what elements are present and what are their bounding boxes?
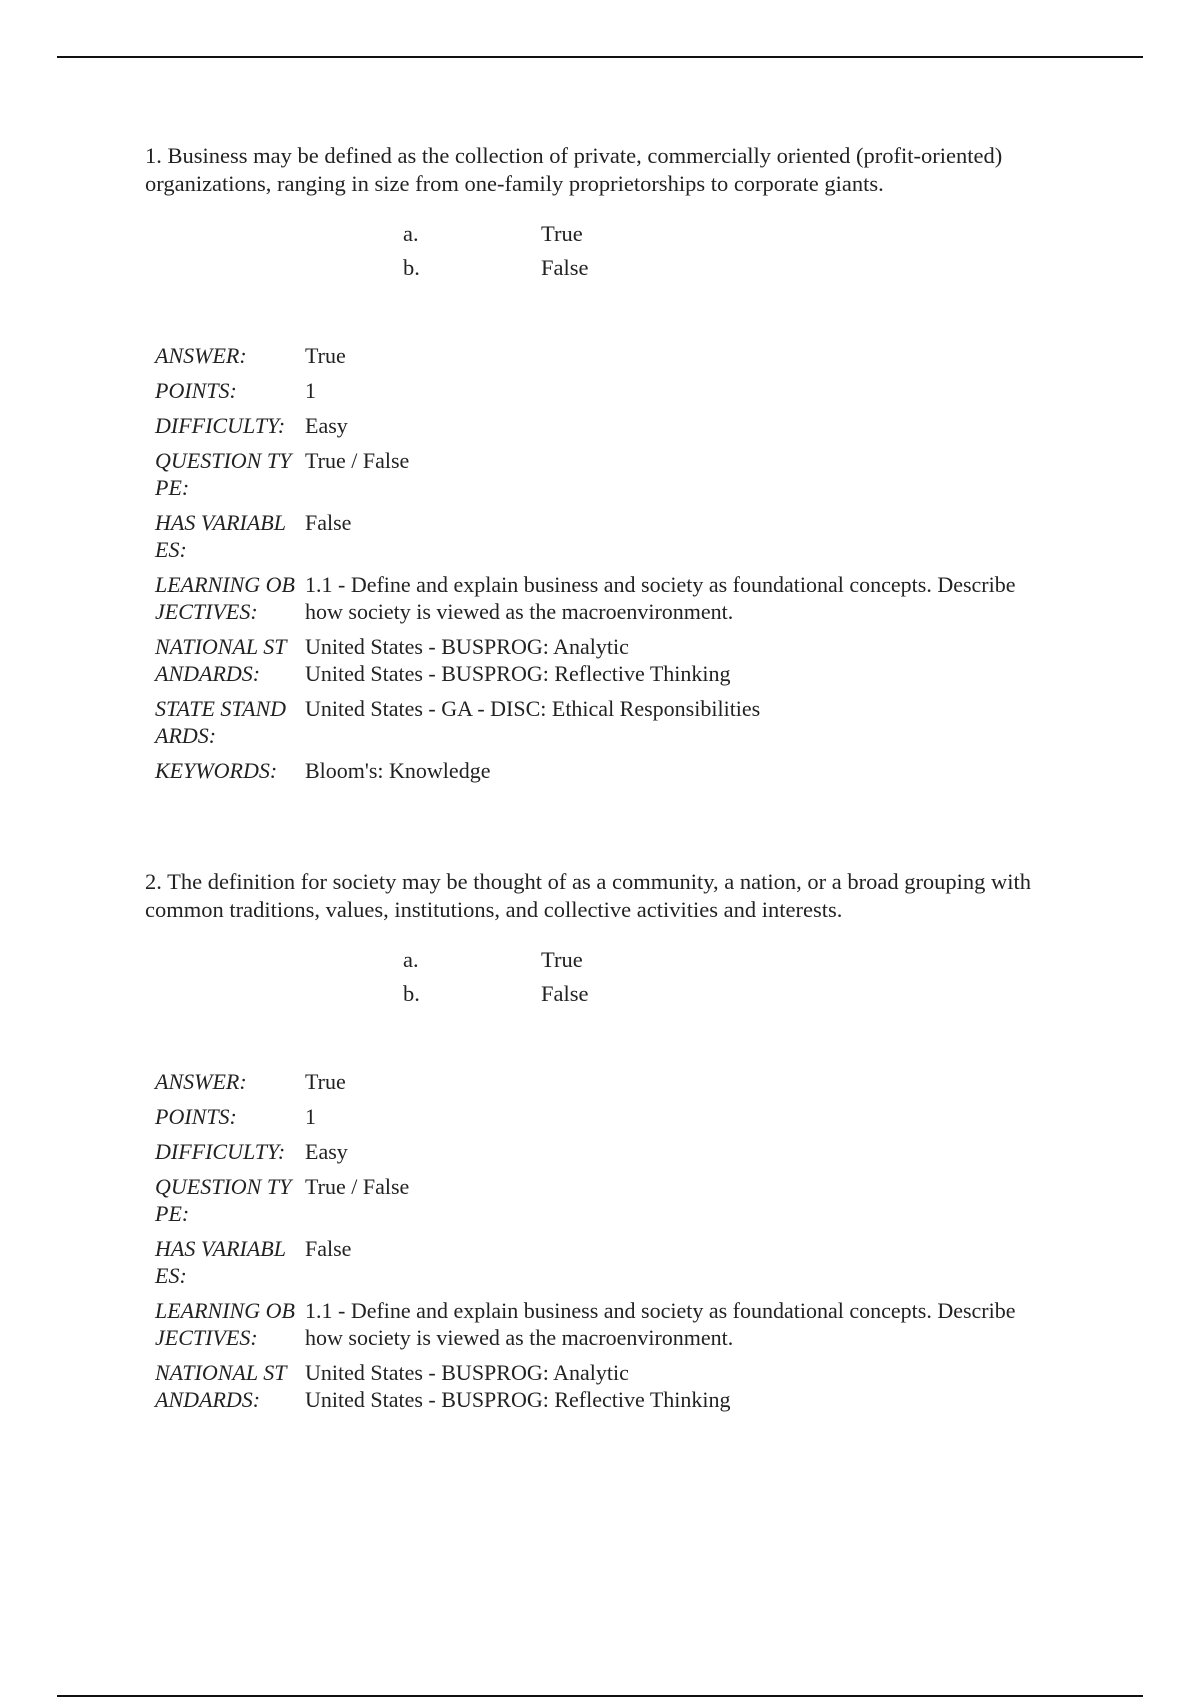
choice-label: True (541, 221, 583, 246)
meta-label: QUESTION TYPE: (155, 1174, 292, 1226)
meta-row-national-standards (155, 1359, 1055, 1413)
meta-value: Bloom's: Knowledge (305, 758, 491, 783)
choice-letter: b. (403, 255, 420, 280)
meta-value: True (305, 1069, 346, 1094)
meta-row-has-variables (155, 1235, 1055, 1289)
meta-label: HAS VARIABLES: (155, 510, 286, 562)
choice-item (403, 946, 1105, 980)
meta-label: LEARNING OBJECTIVES: (155, 1298, 295, 1350)
meta-row-question-type (155, 447, 1055, 501)
choice-list (403, 220, 1105, 288)
meta-row-difficulty (155, 1138, 1055, 1165)
choice-letter: a. (403, 947, 419, 972)
meta-value: Easy (305, 1139, 348, 1164)
meta-row-keywords (155, 757, 1055, 784)
meta-label: ANSWER: (155, 1069, 247, 1094)
meta-row-answer (155, 342, 1055, 369)
meta-label: POINTS: (155, 378, 237, 403)
meta-label: HAS VARIABLES: (155, 1236, 286, 1288)
question-1-metadata (155, 342, 1055, 792)
question-text: 1. Business may be defined as the collection of private, commercially oriented (profit-oriented) organizations, ranging in size from one-family proprietorships to corporate giants. (145, 143, 1003, 196)
meta-value: 1 (305, 1104, 316, 1129)
meta-value: United States - BUSPROG: Reflective Thinking (305, 661, 731, 686)
meta-label: NATIONAL STANDARDS: (155, 634, 287, 686)
meta-label: POINTS: (155, 1104, 237, 1129)
choice-label: False (541, 981, 589, 1006)
meta-label: LEARNING OBJECTIVES: (155, 572, 295, 624)
question-text: 2. The definition for society may be thought of as a community, a nation, or a broad grouping with common traditions, values, institutions, and collective activities and interests. (145, 869, 1032, 922)
meta-row-question-type (155, 1173, 1055, 1227)
meta-row-state-standards (155, 695, 1055, 749)
choice-letter: b. (403, 981, 420, 1006)
meta-value: 1.1 - Define and explain business and society as foundational concepts. Describe how society is viewed as the macroenvironment. (305, 1298, 1016, 1350)
footer-rule (57, 1695, 1143, 1697)
choice-label: True (541, 947, 583, 972)
meta-value: False (305, 1236, 352, 1261)
choice-label: False (541, 255, 589, 280)
question-2 (145, 868, 1105, 1014)
meta-label: QUESTION TYPE: (155, 448, 292, 500)
meta-label: KEYWORDS: (155, 758, 278, 783)
meta-row-points (155, 1103, 1055, 1130)
question-1 (145, 142, 1105, 288)
meta-value: United States - GA - DISC: Ethical Responsibilities (305, 696, 761, 721)
meta-value: United States - BUSPROG: Analytic (305, 1360, 629, 1385)
choice-list (403, 946, 1105, 1014)
meta-value: False (305, 510, 352, 535)
meta-value: United States - BUSPROG: Reflective Thinking (305, 1387, 731, 1412)
meta-value: 1 (305, 378, 316, 403)
meta-value: True / False (305, 1174, 410, 1199)
choice-item (403, 980, 1105, 1014)
meta-label: NATIONAL STANDARDS: (155, 1360, 287, 1412)
meta-value: True / False (305, 448, 410, 473)
header-rule (57, 56, 1143, 58)
meta-row-answer (155, 1068, 1055, 1095)
choice-letter: a. (403, 221, 419, 246)
question-2-metadata (155, 1068, 1055, 1421)
meta-label: DIFFICULTY: (155, 1139, 286, 1164)
meta-value: 1.1 - Define and explain business and society as foundational concepts. Describe how society is viewed as the macroenvironment. (305, 572, 1016, 624)
meta-value: Easy (305, 413, 348, 438)
meta-row-learning-objectives (155, 571, 1055, 625)
meta-row-learning-objectives (155, 1297, 1055, 1351)
meta-row-has-variables (155, 509, 1055, 563)
choice-item (403, 254, 1105, 288)
meta-value: United States - BUSPROG: Analytic (305, 634, 629, 659)
meta-label: STATE STANDARDS: (155, 696, 287, 748)
meta-row-difficulty (155, 412, 1055, 439)
choice-item (403, 220, 1105, 254)
meta-row-national-standards (155, 633, 1055, 687)
meta-value: True (305, 343, 346, 368)
meta-label: ANSWER: (155, 343, 247, 368)
meta-label: DIFFICULTY: (155, 413, 286, 438)
meta-row-points (155, 377, 1055, 404)
